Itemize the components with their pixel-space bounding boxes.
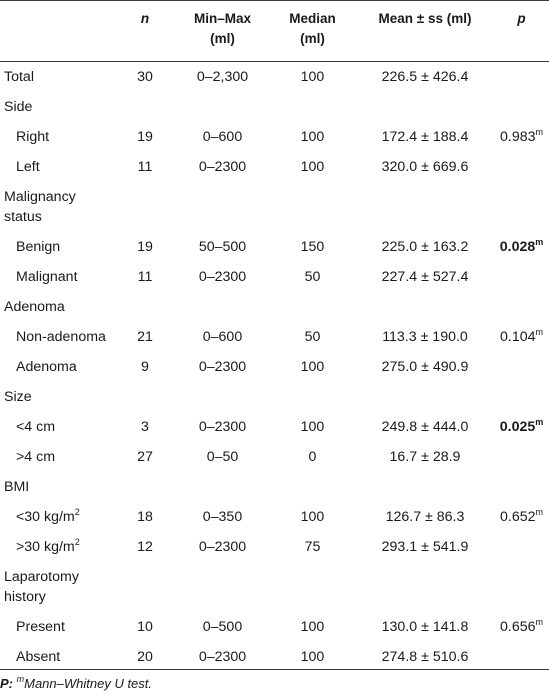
cell-minmax: 0–500 xyxy=(202,619,243,635)
cell-mean: 172.4 ± 188.4 xyxy=(381,129,469,145)
footnote-text: Mann–Whitney U test. xyxy=(24,676,153,691)
cell-p-sup: m xyxy=(535,507,543,517)
table-row xyxy=(0,182,549,232)
row-label xyxy=(16,502,80,532)
cell-mean: 293.1 ± 541.9 xyxy=(381,539,469,555)
row-label-line: Laparotomy xyxy=(4,569,79,585)
cell-minmax: 0–2300 xyxy=(198,649,247,665)
cell-minmax: 0–2300 xyxy=(198,159,247,175)
cell-median: 100 xyxy=(300,509,325,525)
cell-median: 75 xyxy=(304,539,321,555)
cell-p-sup: m xyxy=(535,127,543,137)
table-body xyxy=(0,62,549,672)
row-label-text: Size xyxy=(4,389,32,405)
row-label xyxy=(16,412,55,442)
cell-p-value: 0.104 xyxy=(499,329,536,345)
cell-mean: 320.0 ± 669.6 xyxy=(381,159,469,175)
table-row xyxy=(0,562,549,612)
row-label-text: <4 cm xyxy=(16,419,56,435)
row-label-text: Adenoma xyxy=(4,299,65,315)
cell-median: 100 xyxy=(300,619,325,635)
cell-n: 19 xyxy=(137,129,153,145)
header-median-line1: Median xyxy=(289,11,336,26)
table-bottom-rule xyxy=(0,669,549,670)
cell-n: 27 xyxy=(137,449,153,465)
row-label-text: Adenoma xyxy=(16,359,77,375)
cell-n: 18 xyxy=(137,509,153,525)
cell-median: 50 xyxy=(304,329,321,345)
row-label xyxy=(16,262,78,292)
cell-minmax: 0–2300 xyxy=(198,419,247,435)
table-row xyxy=(0,92,549,122)
row-label xyxy=(16,122,49,152)
table-row xyxy=(0,322,549,352)
table-row xyxy=(0,62,549,92)
cell-minmax: 0–2300 xyxy=(198,539,247,555)
cell-p xyxy=(494,322,549,352)
cell-n: 19 xyxy=(137,239,153,255)
table-header xyxy=(0,1,549,62)
cell-median: 50 xyxy=(304,269,321,285)
cell-minmax: 0–50 xyxy=(206,449,239,465)
cell-minmax: 0–2300 xyxy=(198,359,247,375)
row-label-text: Left xyxy=(16,159,40,175)
table-row xyxy=(0,472,549,502)
cell-p-value: 0.028 xyxy=(499,239,536,255)
cell-mean: 274.8 ± 510.6 xyxy=(381,649,469,665)
header-minmax-line2: (ml) xyxy=(210,31,235,46)
cell-median: 100 xyxy=(300,69,325,85)
cell-minmax: 0–600 xyxy=(202,329,243,345)
table-row xyxy=(0,412,549,442)
header-mean: Mean ± ss (ml) xyxy=(378,11,472,26)
cell-median: 0 xyxy=(308,449,317,465)
cell-median: 100 xyxy=(300,649,325,665)
table-row xyxy=(0,442,549,472)
row-label-text: >30 kg/m xyxy=(16,539,75,555)
header-p: p xyxy=(517,11,526,26)
row-label xyxy=(4,382,32,412)
cell-mean: 226.5 ± 426.4 xyxy=(381,69,469,85)
table-row xyxy=(0,232,549,262)
cell-p-sup: m xyxy=(535,617,543,627)
row-label-line: Malignancy xyxy=(4,189,76,205)
cell-p xyxy=(494,232,549,262)
cell-median: 100 xyxy=(300,159,325,175)
row-label xyxy=(16,612,65,642)
cell-median: 100 xyxy=(300,359,325,375)
header-n: n xyxy=(140,11,150,26)
row-label-text: Malignant xyxy=(16,269,78,285)
cell-p xyxy=(494,412,549,442)
row-label xyxy=(16,322,106,352)
footnote-p: P: xyxy=(0,676,13,691)
cell-n: 9 xyxy=(141,359,149,375)
cell-mean: 16.7 ± 28.9 xyxy=(389,449,461,465)
row-label-sup: 2 xyxy=(74,507,80,517)
table-row xyxy=(0,642,549,672)
cell-p xyxy=(494,502,549,532)
cell-p-sup: m xyxy=(535,237,544,247)
row-label-text: <30 kg/m xyxy=(16,509,75,525)
row-label-text: Right xyxy=(16,129,50,145)
table-row xyxy=(0,152,549,182)
cell-n: 12 xyxy=(137,539,153,555)
cell-minmax: 50–500 xyxy=(198,239,247,255)
row-label xyxy=(4,92,32,122)
cell-minmax: 0–600 xyxy=(202,129,243,145)
row-label xyxy=(16,642,60,672)
header-minmax xyxy=(175,9,270,49)
cell-p xyxy=(494,612,549,642)
cell-median: 100 xyxy=(300,419,325,435)
cell-mean: 130.0 ± 141.8 xyxy=(381,619,469,635)
cell-n: 10 xyxy=(137,619,153,635)
row-label xyxy=(4,472,29,502)
cell-p-sup: m xyxy=(535,327,543,337)
cell-mean: 249.8 ± 444.0 xyxy=(381,419,469,435)
cell-minmax: 0–2300 xyxy=(198,269,247,285)
cell-mean: 275.0 ± 490.9 xyxy=(381,359,469,375)
cell-minmax: 0–350 xyxy=(202,509,243,525)
row-label xyxy=(4,187,76,227)
cell-median: 100 xyxy=(300,129,325,145)
cell-p-value: 0.652 xyxy=(499,509,536,525)
table-row xyxy=(0,502,549,532)
cell-n: 11 xyxy=(137,269,153,285)
row-label xyxy=(4,567,79,607)
row-label-text: Absent xyxy=(16,649,61,665)
table-row xyxy=(0,532,549,562)
row-label xyxy=(16,532,80,562)
row-label-text: Present xyxy=(16,619,65,635)
cell-mean: 126.7 ± 86.3 xyxy=(385,509,465,525)
cell-n: 21 xyxy=(137,329,153,345)
row-label-text: Side xyxy=(4,99,33,115)
row-label-text: Non-adenoma xyxy=(16,329,106,345)
footnote xyxy=(0,676,152,691)
row-label-text: Total xyxy=(4,69,34,85)
cell-mean: 113.3 ± 190.0 xyxy=(382,329,468,345)
table-row xyxy=(0,262,549,292)
row-label-line: history xyxy=(4,589,46,605)
cell-n: 11 xyxy=(137,159,153,175)
cell-n: 30 xyxy=(137,69,153,85)
cell-mean: 225.0 ± 163.2 xyxy=(381,239,469,255)
cell-minmax: 0–2,300 xyxy=(196,69,249,85)
row-label-text: >4 cm xyxy=(16,449,56,465)
header-median-line2: (ml) xyxy=(300,31,325,46)
cell-p-value: 0.983 xyxy=(499,129,536,145)
row-label xyxy=(16,442,55,472)
row-label xyxy=(16,152,40,182)
row-label xyxy=(16,232,60,262)
table-row xyxy=(0,292,549,322)
cell-p-sup: m xyxy=(535,417,544,427)
table-row xyxy=(0,122,549,152)
footnote-sup: m xyxy=(16,674,25,684)
table-row xyxy=(0,382,549,412)
cell-p-value: 0.656 xyxy=(499,619,536,635)
row-label xyxy=(4,62,34,92)
header-median xyxy=(270,9,355,49)
table-row xyxy=(0,612,549,642)
row-label-text: BMI xyxy=(4,479,30,495)
cell-p-value: 0.025 xyxy=(499,419,536,435)
table-row xyxy=(0,352,549,382)
header-minmax-line1: Min–Max xyxy=(193,11,251,26)
row-label-text: Benign xyxy=(16,239,61,255)
cell-median: 150 xyxy=(300,239,325,255)
row-label xyxy=(4,292,65,322)
cell-mean: 227.4 ± 527.4 xyxy=(381,269,469,285)
row-label-sup: 2 xyxy=(74,537,80,547)
row-label xyxy=(16,352,77,382)
cell-n: 20 xyxy=(137,649,153,665)
row-label-line: status xyxy=(4,209,42,225)
cell-p xyxy=(494,122,549,152)
cell-n: 3 xyxy=(141,419,149,435)
